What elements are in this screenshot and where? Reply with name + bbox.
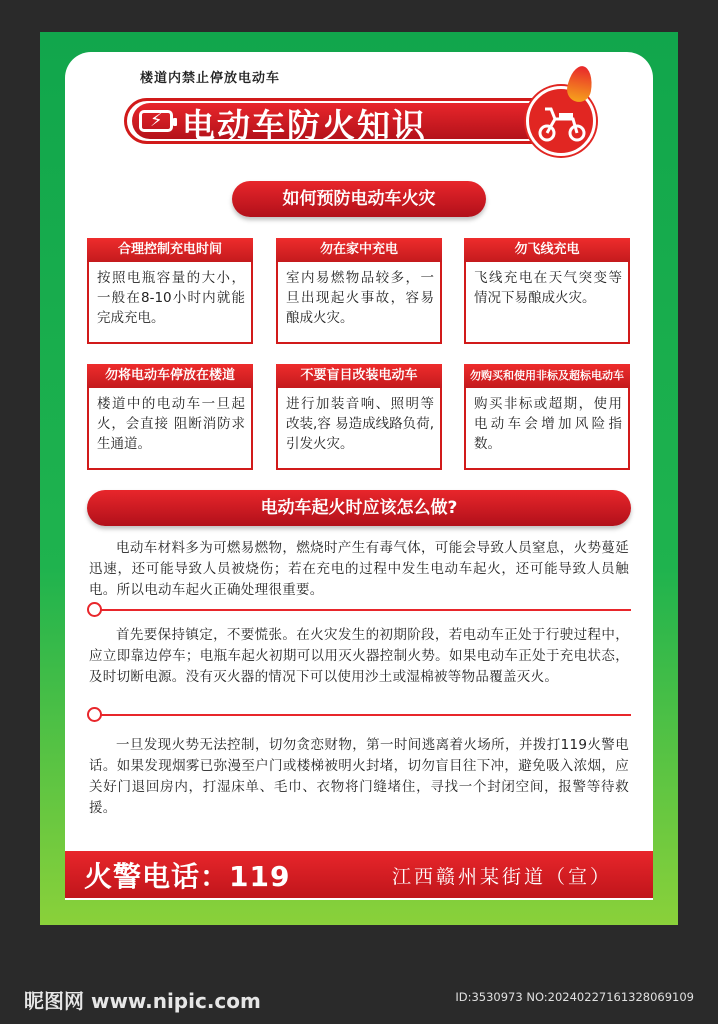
tip-card <box>87 364 253 470</box>
tip-card-body: 室内易燃物品较多，一旦出现起火事故，容易酿成火灾。 <box>286 270 434 326</box>
tip-card-title: 勿将电动车停放在楼道 <box>87 364 253 388</box>
section-heading-prevention: 如何预防电动车火灾 <box>232 181 486 217</box>
battery-charge-icon: ⚡ <box>139 110 173 132</box>
response-paragraph: 一旦发现火势无法控制，切勿贪恋财物，第一时间逃离着火场所，并拨打119火警电话。如果发现烟雾已弥漫至户门或楼梯被明火封堵，切勿盲目往下冲，避免吸入浓烟，应关好门退回房内，打湿床单、毛巾、衣物将门缝堵住，寻找一个封闭空间，报警等待救援。 <box>89 737 629 816</box>
tip-card-title: 勿购买和使用非标及超标电动车 <box>464 364 630 388</box>
poster-subtitle: 楼道内禁止停放电动车 <box>140 71 281 86</box>
tip-card <box>276 364 442 470</box>
tip-card-title: 勿在家中充电 <box>276 238 442 262</box>
divider <box>88 714 631 716</box>
fire-phone: 火警电话：119 <box>84 860 291 893</box>
tip-card-title: 勿飞线充电 <box>464 238 630 262</box>
tip-card-body: 购买非标或超期，使用电动车会增加风险指数。 <box>474 396 622 452</box>
tip-card-body: 按照电瓶容量的大小，一般在8-10小时内就能完成充电。 <box>97 270 245 326</box>
divider <box>88 609 631 611</box>
tip-card-body: 飞线充电在天气突变等情况下易酿成火灾。 <box>474 270 622 306</box>
response-paragraph: 首先要保持镇定，不要慌张。在火灾发生的初期阶段，若电动车正处于行驶过程中，应立即靠边停车；电瓶车起火初期可以用灭火器控制火势。如果电动车正处于充电状态，及时切断电源。没有灭火器的情况下可以使用沙土或湿棉被等物品覆盖灭火。 <box>89 627 629 685</box>
poster-title: 电动车防火知识 <box>182 106 427 145</box>
divider-dot-icon <box>87 707 102 722</box>
divider-dot-icon <box>87 602 102 617</box>
image-id: ID:3530973 NO:20240227161328069109 <box>455 990 694 1004</box>
tip-card <box>464 238 630 344</box>
response-paragraph: 电动车材料多为可燃易燃物，燃烧时产生有毒气体，可能会导致人员窒息，火势蔓延迅速，还可能导致人员被烧伤；若在充电的过程中发生电动车起火，还可能导致人员触电。所以电动车起火正确处理很重要。 <box>89 540 629 598</box>
tip-card <box>87 238 253 344</box>
tip-card-title: 合理控制充电时间 <box>87 238 253 262</box>
section-heading-response: 电动车起火时应该怎么做? <box>87 490 631 526</box>
site-watermark: 昵图网 www.nipic.com <box>24 989 261 1013</box>
tip-card-body: 进行加装音响、照明等改装,容 易造成线路负荷,引发火灾。 <box>286 396 434 452</box>
tip-card-body: 楼道中的电动车一旦起火，会直接 阻断消防求生通道。 <box>97 396 245 452</box>
tip-card <box>276 238 442 344</box>
issuing-organization: 江西赣州某街道（宣） <box>392 866 613 888</box>
tip-card <box>464 364 630 470</box>
tip-card-title: 不要盲目改装电动车 <box>276 364 442 388</box>
